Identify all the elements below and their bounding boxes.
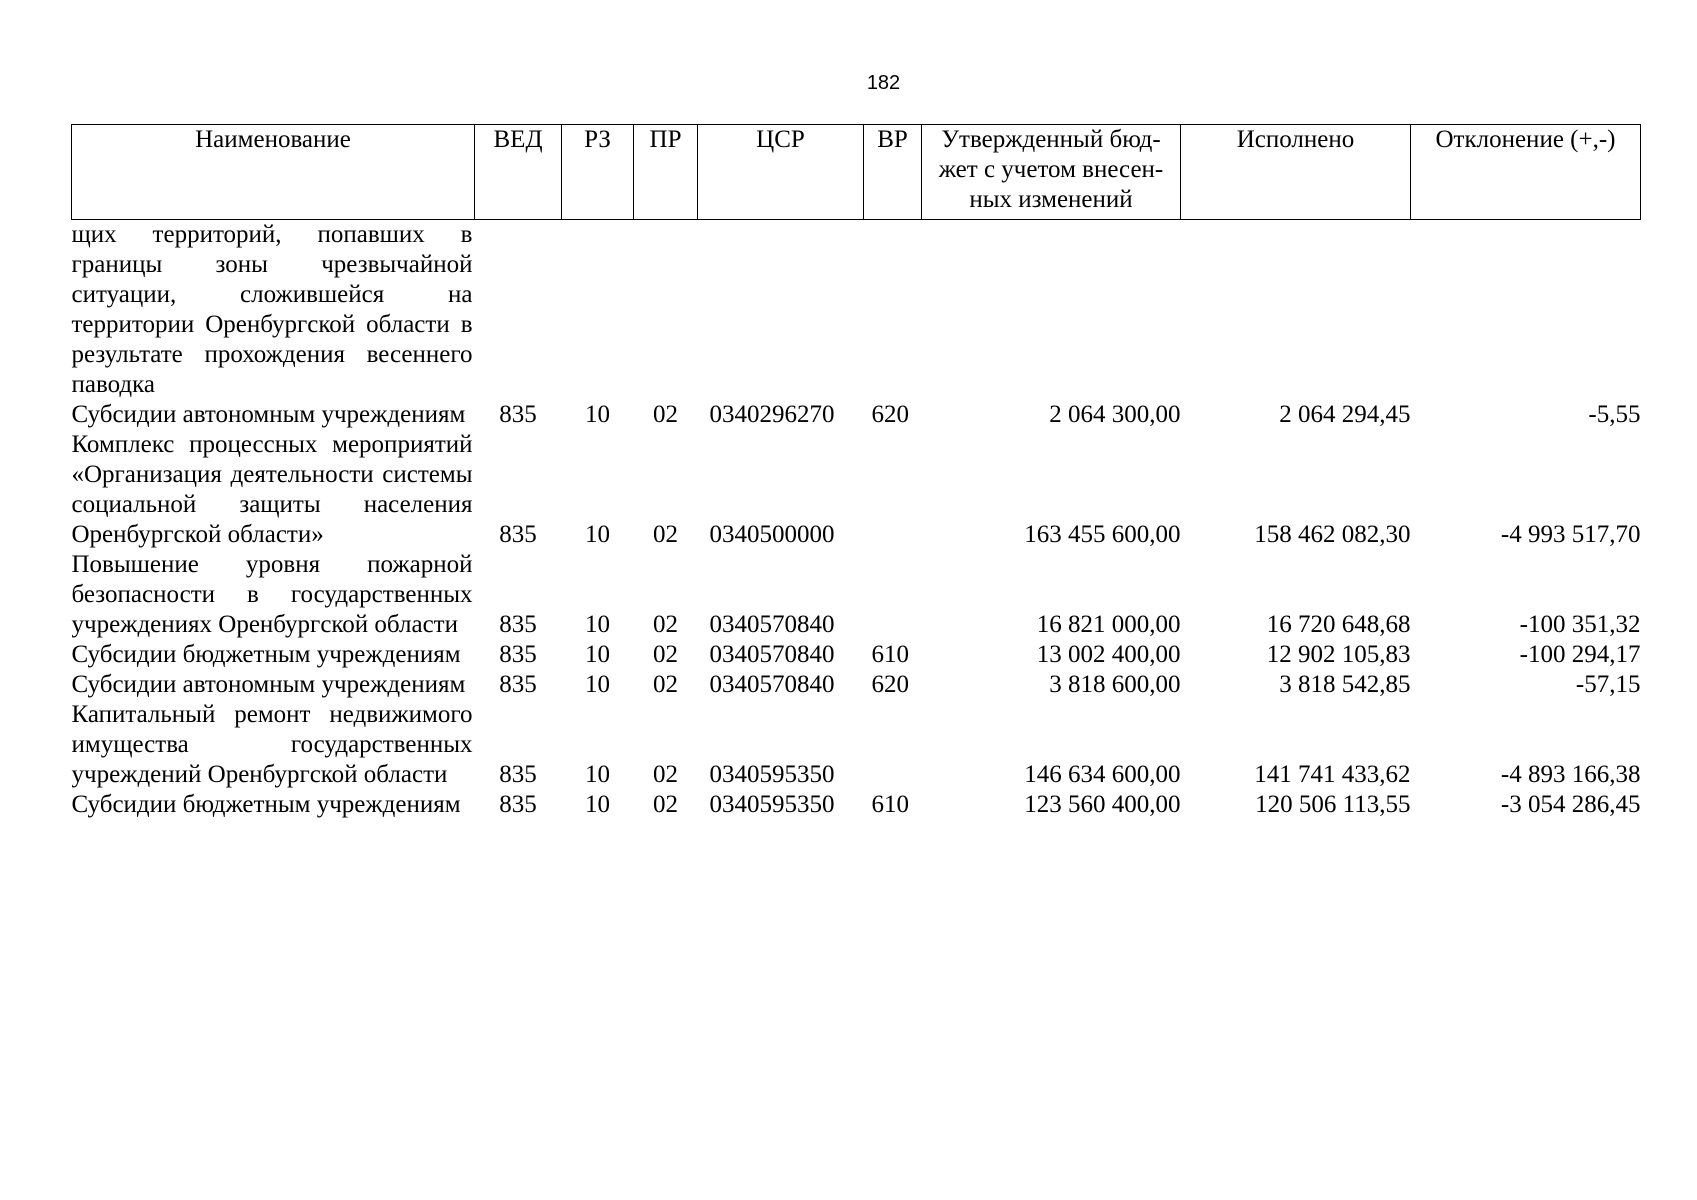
header-vr: ВР [864,125,922,220]
row-csr: 0340595350 [709,791,835,818]
header-csr: ЦСР [698,125,864,220]
row-csr: 0340500000 [709,521,835,548]
row-executed: 158 462 082,30 [1254,521,1411,548]
table-row [72,550,1641,640]
row-name: Субсидии бюджетным учреждениям [71,791,461,818]
row-approved: 13 002 400,00 [1036,641,1181,668]
row-rz: 10 [585,641,610,668]
header-deviation: Отклонение (+,-) [1411,125,1641,220]
row-approved: 163 455 600,00 [1024,521,1181,548]
row-deviation: -5,55 [1588,401,1641,428]
row-executed: 2 064 294,45 [1279,401,1411,428]
row-vr: 610 [871,641,909,668]
row-csr: 0340570840 [709,671,835,698]
header-approved-line-3: ных изменений [969,186,1133,213]
row-csr: 0340595350 [709,761,835,788]
row-executed: 141 741 433,62 [1254,761,1411,788]
header-rz: РЗ [562,125,634,220]
row-executed: 120 506 113,55 [1255,791,1411,818]
budget-execution-table [71,124,1641,820]
row-ved: 835 [499,671,537,698]
row-ved [475,220,562,401]
row-pr: 02 [653,791,678,818]
row-deviation: -100 294,17 [1519,641,1641,668]
row-approved: 123 560 400,00 [1024,791,1181,818]
header-ved: ВЕД [475,125,562,220]
row-executed [1181,220,1411,401]
row-rz: 10 [585,761,610,788]
table-row [72,640,1641,670]
row-deviation: -4 993 517,70 [1500,521,1641,548]
row-pr: 02 [653,611,678,638]
row-rz [562,220,634,401]
row-approved: 16 821 000,00 [1036,611,1181,638]
row-csr: 0340570840 [709,641,835,668]
header-approved-budget [922,125,1181,220]
row-deviation: -57,15 [1575,671,1641,698]
row-deviation: -3 054 286,45 [1500,791,1641,818]
header-executed: Исполнено [1181,125,1411,220]
row-name: Субсидии автономным учреждениям [71,401,466,428]
row-approved [922,220,1181,401]
table-row [72,790,1641,820]
table-row [72,670,1641,700]
row-vr [864,700,922,790]
row-name: щих территорий, попавших в границы зоны чрезвычайной ситуации, сложившейся на территории Оренбургской области в результате прохождения весеннего паводка [71,221,473,398]
row-vr [864,220,922,401]
table-row [72,430,1641,550]
row-deviation [1411,220,1641,401]
row-rz: 10 [585,521,610,548]
row-vr [864,550,922,640]
row-ved: 835 [499,521,537,548]
row-deviation: -4 893 166,38 [1500,761,1641,788]
header-approved-line-2: жет с учетом внесен- [938,156,1164,183]
row-executed: 16 720 648,68 [1266,611,1411,638]
row-pr: 02 [653,401,678,428]
row-ved: 835 [499,761,537,788]
row-vr: 620 [871,671,909,698]
row-pr: 02 [653,521,678,548]
row-csr [698,220,864,401]
row-vr: 620 [871,401,909,428]
table-row [72,700,1641,790]
row-rz: 10 [585,401,610,428]
row-csr: 0340570840 [709,611,835,638]
row-rz: 10 [585,671,610,698]
row-executed: 12 902 105,83 [1266,641,1411,668]
row-deviation: -100 351,32 [1519,611,1641,638]
row-name: Субсидии автономным учреждениям [71,671,466,698]
page-number: 182 [866,72,901,94]
row-rz: 10 [585,611,610,638]
row-vr [864,430,922,550]
row-name: Капитальный ремонт недвижимого имущества государственных учреждений Оренбургской области [71,701,473,788]
row-name: Субсидии бюджетным учреждениям [71,641,461,668]
row-ved: 835 [499,611,537,638]
row-pr: 02 [653,761,678,788]
row-approved: 146 634 600,00 [1024,761,1181,788]
row-vr: 610 [871,791,909,818]
table-body [72,220,1641,821]
row-rz: 10 [585,791,610,818]
row-pr: 02 [653,641,678,668]
header-name: Наименование [72,125,475,220]
row-pr: 02 [653,671,678,698]
row-pr [634,220,698,401]
row-ved: 835 [499,401,537,428]
table-row [72,220,1641,401]
row-ved: 835 [499,791,537,818]
row-name: Повышение уровня пожарной безопасности в государственных учреждениях Оренбургской области [71,551,473,638]
row-approved: 3 818 600,00 [1049,671,1181,698]
table-header [72,125,1641,220]
row-name: Комплекс процессных мероприятий «Организация деятельности системы социальной защиты населения Оренбургской области» [71,431,473,548]
table-row [72,400,1641,430]
row-csr: 0340296270 [709,401,835,428]
header-pr: ПР [634,125,698,220]
row-ved: 835 [499,641,537,668]
row-approved: 2 064 300,00 [1049,401,1181,428]
row-executed: 3 818 542,85 [1279,671,1411,698]
header-approved-line-1: Утвержденный бюд- [941,126,1161,153]
